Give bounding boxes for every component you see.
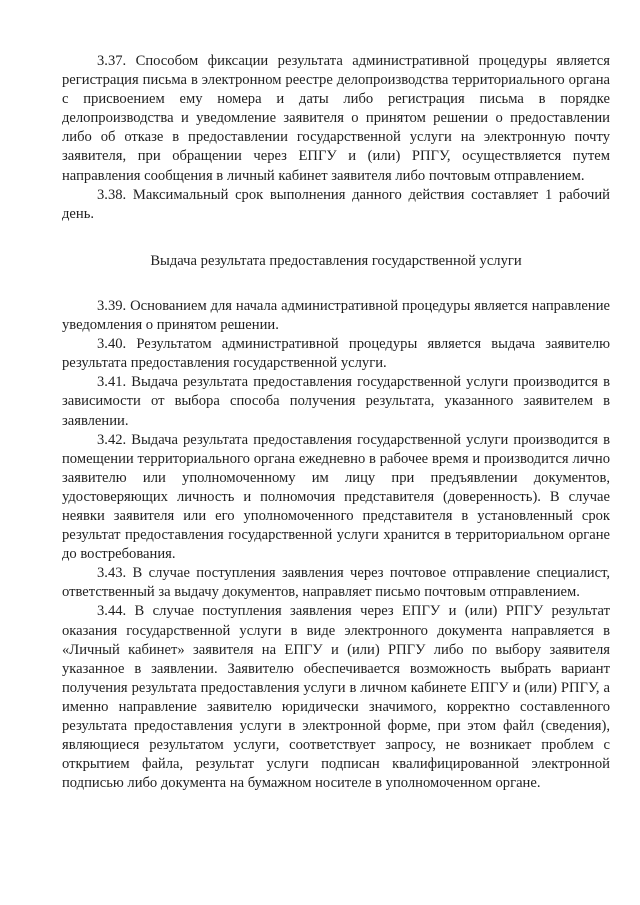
paragraph-3-37: 3.37. Способом фиксации результата административной процедуры является регистрация письма в электронном реестре делопроизводства территориального органа с присвоением ему номера и даты либо регистрация письма в порядке делопроизводства и уведомление заявителя о принятом решении о предоставлении либо об отказе в предоставлении государственной услуги на электронную почту заявителя, при обращении через ЕПГУ и (или) РПГУ, осуществляется путем направления сообщения в личный кабинет заявителя либо почтовым отправлением. xyxy=(62,53,610,184)
paragraph-3-43: 3.43. В случае поступления заявления через почтовое отправление специалист, ответственный за выдачу документов, направляет письмо почтовым отправлением. xyxy=(62,565,610,601)
paragraph-3-42: 3.42. Выдача результата предоставления государственной услуги производится в помещении территориального органа ежедневно в рабочее время и производится лично заявителю или уполномоченному им лицу при предъявлении документов, удостоверяющих личность и полномочия представителя (доверенность). В случае неявки заявителя или его уполномоченного представителя в установленный срок результат предоставления государственной услуги хранится в территориальном органе до востребования. xyxy=(62,431,610,563)
paragraph-3-41: 3.41. Выдача результата предоставления государственной услуги производится в зависимости от выбора способа получения результата, указанного заявителем в заявлении. xyxy=(62,374,610,429)
paragraph-3-38: 3.38. Максимальный срок выполнения данного действия составляет 1 рабочий день. xyxy=(62,186,610,222)
paragraph-3-44: 3.44. В случае поступления заявления через ЕПГУ и (или) РПГУ результат оказания государственной услуги в виде электронного документа направляется в «Личный кабинет» заявителя на ЕПГУ и (или) РПГУ либо по выбору заявителя указанное в заявлении. Заявителю обеспечивается возможность выбрать вариант получения результата предоставления услуги в личном кабинете ЕПГУ и (или) РПГУ, а именно направление заявителю юридически значимого, корректно составленного результата предоставления услуги в электронной форме, при этом файл (сведения), являющиеся результатом услуги, соответствует запросу, не возникает проблем с открытием файла, результат услуги подписан квалифицированной электронной подписью либо документа на бумажном носителе в уполномоченном органе. xyxy=(62,603,610,792)
paragraph-3-39: 3.39. Основанием для начала административной процедуры является направление уведомления о принятом решении. xyxy=(62,297,610,334)
document-page xyxy=(62,52,610,793)
section-heading: Выдача результата предоставления государственной услуги xyxy=(150,252,522,269)
paragraph-3-40: 3.40. Результатом административной процедуры является выдача заявителю результата предоставления государственной услуги. xyxy=(62,336,610,372)
